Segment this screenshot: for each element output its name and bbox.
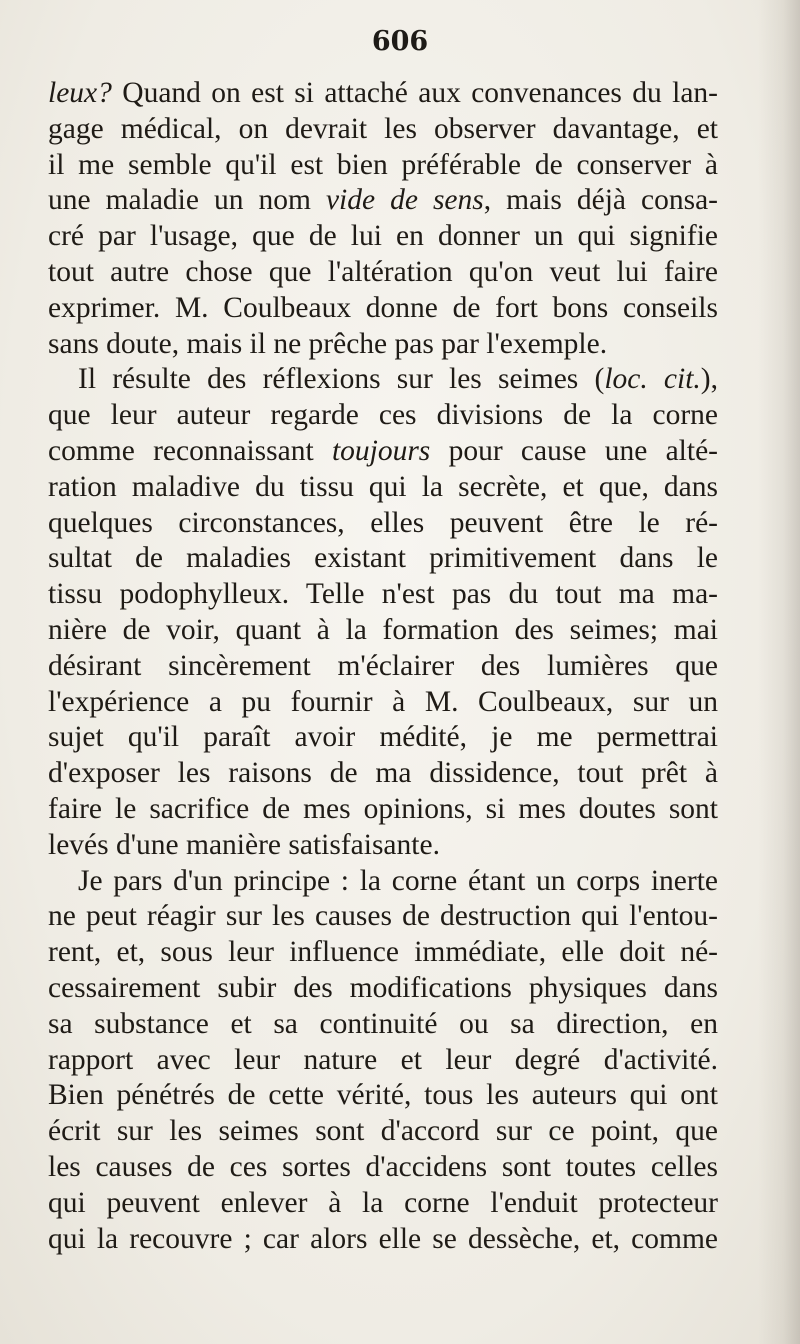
text-line: gage médical, on devrait les observer davantage, et (48, 112, 718, 145)
text-line: cré par l'usage, que de lui en donner un qui signifie (48, 220, 718, 253)
text-line: d'exposer les raisons de ma dissidence, tout prêt à (48, 757, 718, 790)
text-line: quelques circonstances, elles peuvent être le ré- (48, 506, 718, 539)
text-line: désirant sincèrement m'éclairer des lumières que (48, 649, 718, 682)
text-segment: ), (700, 363, 718, 396)
text-line: sa substance et sa continuité ou sa direction, en (48, 1007, 718, 1040)
text-line: nière de voir, quant à la formation des seimes; mai (48, 613, 718, 646)
page-edge-shadow (758, 0, 800, 1344)
text-line (48, 434, 718, 470)
text-line: qui la recouvre ; car alors elle se dessèche, et, comme (48, 1222, 718, 1255)
italic-text: toujours (331, 434, 431, 467)
italic-text: loc. cit. (604, 363, 701, 396)
text-line: sans doute, mais il ne prêche pas par l'exemple. (48, 327, 608, 360)
text-segment: Quand on est si attaché aux convenances du lan- (111, 77, 718, 109)
text-line: sujet qu'il paraît avoir médité, je me permettrai (48, 721, 718, 754)
italic-text: vide de sens (325, 184, 484, 217)
text-line: Je pars d'un principe : la corne étant un corps inerte (78, 864, 718, 897)
text-line (48, 76, 718, 112)
text-segment: comme reconnaissant (48, 434, 332, 467)
text-line: cessairement subir des modifications physiques dans (48, 971, 718, 1004)
text-line: Bien pénétrés de cette vérité, tous les auteurs qui ont (48, 1079, 718, 1112)
text-line: tout autre chose que l'altération qu'on veut lui faire (48, 255, 718, 288)
text-segment: Il résulte des réflexions sur les seimes ( (78, 363, 605, 396)
text-line (48, 183, 718, 219)
text-line: il me semble qu'il est bien préférable de conserver à (48, 148, 718, 181)
text-line: que leur auteur regarde ces divisions de la corne (48, 399, 718, 432)
text-line: ration maladive du tissu qui la secrète, et que, dans (48, 470, 718, 503)
body-text (48, 76, 718, 1257)
page-number: 606 (371, 26, 429, 57)
text-segment: pour cause une alté- (430, 434, 718, 467)
text-line: exprimer. M. Coulbeaux donne de fort bons conseils (48, 291, 718, 324)
text-line: faire le sacrifice de mes opinions, si mes doutes sont (48, 792, 718, 825)
italic-text: leux? (48, 77, 112, 109)
text-line: qui peuvent enlever à la corne l'enduit protecteur (48, 1186, 718, 1219)
text-line: écrit sur les seimes sont d'accord sur ce point, que (48, 1115, 718, 1148)
text-line: ne peut réagir sur les causes de destruction qui l'entou- (48, 900, 718, 933)
text-segment: , mais déjà consa- (483, 184, 718, 217)
text-line: l'expérience a pu fournir à M. Coulbeaux, sur un (48, 685, 718, 718)
text-line: sultat de maladies existant primitivement dans le (48, 542, 718, 575)
text-line (48, 362, 718, 398)
text-segment: une maladie un nom (48, 184, 326, 217)
text-line: tissu podophylleux. Telle n'est pas du tout ma ma- (48, 578, 718, 611)
text-line: levés d'une manière satisfaisante. (48, 828, 440, 861)
text-line: rapport avec leur nature et leur degré d'activité. (48, 1043, 718, 1076)
text-line: les causes de ces sortes d'accidens sont toutes celles (48, 1150, 718, 1183)
text-line: rent, et, sous leur influence immédiate, elle doit né- (48, 936, 718, 969)
